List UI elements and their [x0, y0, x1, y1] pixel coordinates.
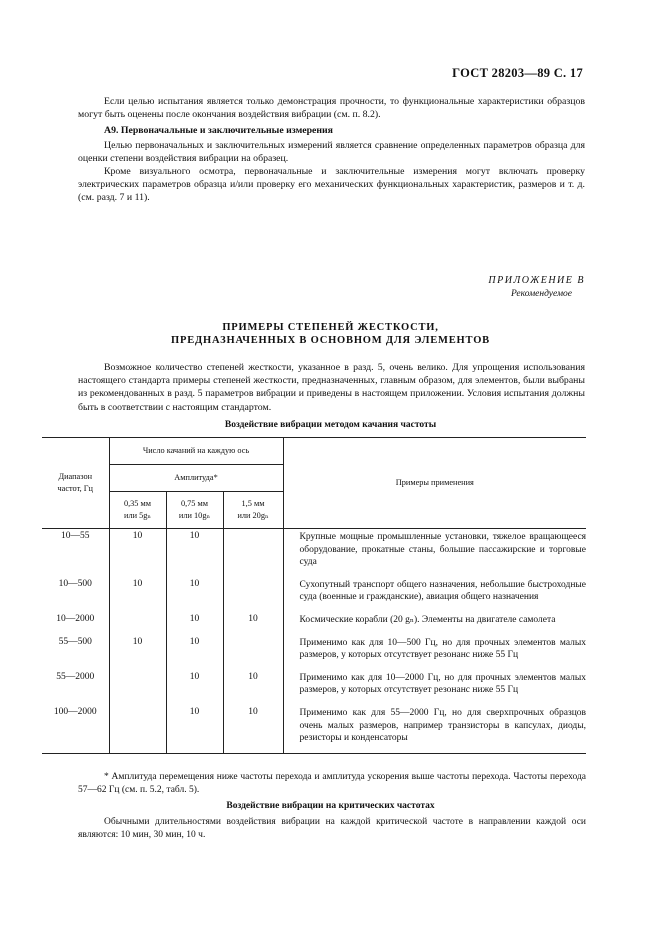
cell-amplitude-2: 10 [166, 670, 223, 705]
cell-amplitude-1: 10 [109, 635, 166, 670]
cell-example: Крупные мощные промышленные установки, тяжелое вращающееся оборудование, прокатные станы, большие пассажирские и торговые суда [299, 532, 587, 568]
page-header: ГОСТ 28203—89 С. 17 [452, 66, 583, 80]
table-row [42, 529, 586, 577]
table-caption: Воздействие вибрации методом качания частоты [224, 420, 437, 430]
table-row [42, 705, 586, 753]
header-amplitude-col-1: 0,35 мм или 5gₙ [109, 492, 166, 529]
table-row [42, 635, 586, 670]
cell-frequency-range: 100—2000 [42, 705, 109, 753]
cell-example: Применимо как для 10—2000 Гц, но для прочных элементов малых размеров, у которых отсутствует резонанс ниже 55 Гц [299, 672, 587, 696]
cell-frequency-range: 10—2000 [42, 612, 109, 635]
table-row [42, 612, 586, 635]
cell-frequency-range: 10—500 [42, 577, 109, 612]
cell-example: Космические корабли (20 gₙ). Элементы на двигателе самолета [299, 614, 556, 625]
table-footnote: * Амплитуда перемещения ниже частоты перехода и амплитуда ускорения выше частоты перехода. Частоты перехода 57—62 Гц (см. п. 5.2, табл. 5). [78, 772, 586, 795]
cell-amplitude-1 [109, 705, 166, 753]
header-examples: Примеры применения [283, 438, 586, 529]
cell-amplitude-3 [223, 529, 283, 577]
section-a9-paragraph-1: Целью первоначальных и заключительных измерений является сравнение определенных параметров образца для оценки степени воздействия вибрации на образец. [78, 140, 585, 165]
cell-amplitude-2: 10 [166, 635, 223, 670]
intro-paragraph: Если целью испытания является только демонстрация прочности, то функциональные характеристики образцов могут быть оценены после окончания воздействия вибрации (см. п. 8.2). [78, 96, 585, 121]
cell-frequency-range: 55—500 [42, 635, 109, 670]
section-a9-paragraph-2: Кроме визуального осмотра, первоначальные и заключительные измерения могут включать проверку электрических параметров образца и/или проверку его механических функциональных характеристик, размеров и т. д. (см. разд. 7 и 11). [78, 166, 585, 204]
cell-amplitude-3 [223, 635, 283, 670]
table-row [42, 577, 586, 612]
cell-example: Применимо как для 55—2000 Гц, но для сверхпрочных образцов очень малых размеров, например транзисторы в капсулах, диоды, резисторы и конденсаторы [283, 705, 586, 753]
table-row [42, 670, 586, 705]
header-amplitude-col-3: 1,5 мм или 20gₙ [223, 492, 283, 529]
appendix-title-line-1: ПРИМЕРЫ СТЕПЕНЕЙ ЖЕСТКОСТИ, [222, 322, 439, 333]
critical-text: Обычными длительностями воздействия вибрации на каждой критической частоте в направлении каждой оси являются: 10 мин, 30 мин, 10 ч. [78, 817, 586, 840]
cell-amplitude-1 [109, 612, 166, 635]
cell-amplitude-2: 10 [166, 529, 223, 577]
vibration-table [42, 437, 586, 754]
cell-amplitude-1: 10 [109, 529, 166, 577]
cell-frequency-range: 55—2000 [42, 670, 109, 705]
appendix-intro: Возможное количество степеней жесткости, указанное в разд. 5, очень велико. Для упрощения использования настоящего стандарта примеры степеней жесткости, предназначенных, главным образом, для элементов, были выбраны из рекомендованных в разд. 5 параметров вибрации и приведены в настоящем приложении. Условия испытания должны быть в соответствии с настоящим стандартом. [78, 362, 585, 413]
cell-amplitude-3 [223, 577, 283, 612]
cell-amplitude-2: 10 [166, 612, 223, 635]
header-amplitude-col-2: 0,75 мм или 10gₙ [166, 492, 223, 529]
cell-amplitude-3: 10 [223, 612, 283, 635]
cell-frequency-range: 10—55 [42, 529, 109, 577]
cell-amplitude-1 [109, 670, 166, 705]
section-a9-heading: А9. Первоначальные и заключительные измерения [104, 125, 333, 136]
cell-amplitude-3: 10 [223, 670, 283, 705]
appendix-title [0, 321, 661, 347]
cell-amplitude-2: 10 [166, 705, 223, 753]
appendix-status: Рекомендуемое [510, 289, 572, 299]
cell-amplitude-2: 10 [166, 577, 223, 612]
cell-example: Применимо как для 10—500 Гц, но для прочных элементов малых размеров, у которых отсутствует резонанс ниже 55 Гц [299, 637, 587, 661]
cell-example: Сухопутный транспорт общего назначения, небольшие быстроходные суда (военные и гражданские), авиация общего назначения [299, 579, 587, 603]
header-frequency-range: Диапазон частот, Гц [42, 438, 109, 529]
cell-amplitude-3: 10 [223, 705, 283, 753]
appendix-label: ПРИЛОЖЕНИЕ В [488, 275, 585, 286]
critical-heading: Воздействие вибрации на критических частотах [226, 801, 435, 811]
cell-amplitude-1: 10 [109, 577, 166, 612]
appendix-title-line-2: ПРЕДНАЗНАЧЕННЫХ В ОСНОВНОМ ДЛЯ ЭЛЕМЕНТОВ [171, 335, 490, 346]
header-amplitude: Амплитуда* [109, 465, 283, 492]
header-cycles: Число качаний на каждую ось [109, 438, 283, 465]
